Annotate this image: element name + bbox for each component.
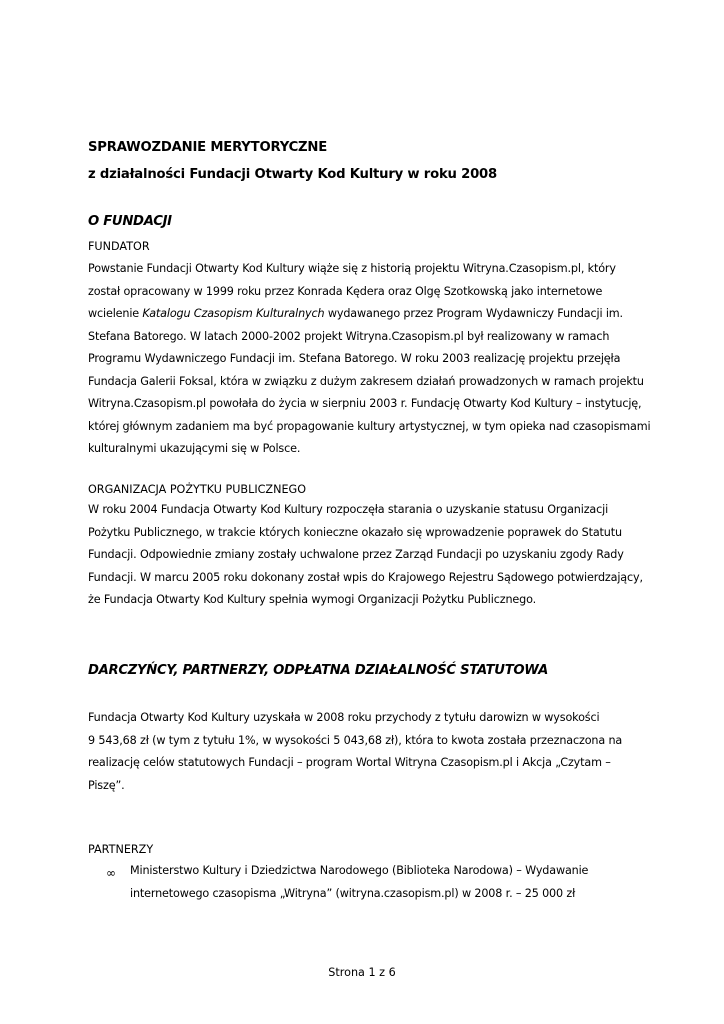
text-line: Stefana Batorego. W latach 2000-2002 projekt Witryna.Czasopism.pl był realizowany w ramach	[88, 329, 610, 343]
text-line: Witryna.Czasopism.pl powołała do życia w sierpniu 2003 r. Fundację Otwarty Kod Kultury – instytucję,	[88, 397, 642, 410]
text-line: Programu Wydawniczego Fundacji im. Stefana Batorego. W roku 2003 realizację projektu przejęła	[88, 352, 621, 365]
text-line: której głównym zadaniem ma być propagowanie kultury artystycznej, w tym opieka nad czasopismami	[88, 419, 651, 433]
text-line: został opracowany w 1999 roku przez Konrada Kędera oraz Olgę Szotkowską jako internetowe	[88, 284, 603, 298]
text-line: Fundacji. Odpowiednie zmiany zostały uchwalone przez Zarząd Fundacji po uzyskaniu zgody Rady	[88, 548, 624, 561]
text-line: Fundacja Galerii Foksal, która w związku z dużym zakresem działań prowadzonych w ramach projektu	[88, 374, 644, 388]
text-line: W roku 2004 Fundacja Otwarty Kod Kultury rozpoczęła starania o uzyskanie statusu Organizacji	[88, 503, 609, 516]
italic-catalog-title: Katalogu Czasopism Kulturalnych	[142, 307, 325, 320]
paragraph-opp	[88, 499, 648, 612]
text-fragment: wcielenie	[88, 307, 143, 320]
text-line: Fundacji. W marcu 2005 roku dokonany został wpis do Krajowego Rejestru Sądowego potwierdzający,	[88, 570, 643, 584]
label-fundator: FUNDATOR	[88, 240, 150, 253]
infinity-bullet-icon: ∞	[106, 866, 116, 880]
label-opp: ORGANIZACJA POŻYTKU PUBLICZNEGO	[88, 483, 307, 496]
text-line: Ministerstwo Kultury i Dziedzictwa Narodowego (Biblioteka Narodowa) – Wydawanie	[130, 864, 589, 877]
text-line: realizację celów statutowych Fundacji – program Wortal Witryna Czasopism.pl i Akcja „Czytam –	[88, 756, 611, 769]
section-heading-o-fundacji: O FUNDACJI	[88, 214, 172, 229]
label-partnerzy: PARTNERZY	[88, 843, 154, 856]
paragraph-darczyncy	[88, 707, 648, 797]
paragraph-fundator	[88, 258, 651, 461]
section-heading-darczyncy: DARCZYŃCY, PARTNERZY, ODPŁATNA DZIAŁALNOŚĆ STATUTOWA	[88, 663, 548, 678]
document-title: SPRAWOZDANIE MERYTORYCZNE	[88, 140, 328, 155]
list-item-partner	[130, 860, 650, 905]
text-line: kulturalnymi ukazującymi się w Polsce.	[88, 442, 301, 455]
text-line: internetowego czasopisma „Witryna” (witryna.czasopism.pl) w 2008 r. – 25 000 zł	[130, 886, 576, 900]
page-number: Strona 1 z 6	[328, 966, 396, 979]
text-fragment: wydawanego przez Program Wydawniczy Fundacji im.	[324, 307, 623, 320]
text-line	[88, 303, 648, 326]
text-line: że Fundacja Otwarty Kod Kultury spełnia wymogi Organizacji Pożytku Publicznego.	[88, 593, 536, 606]
text-line: Powstanie Fundacji Otwarty Kod Kultury wiąże się z historią projektu Witryna.Czasopism.pl, który	[88, 262, 616, 275]
text-line: Pożytku Publicznego, w trakcie których konieczne okazało się wprowadzenie poprawek do Statutu	[88, 525, 622, 539]
text-line: Piszę”.	[88, 778, 125, 792]
text-line: Fundacja Otwarty Kod Kultury uzyskała w 2008 roku przychody z tytułu darowizn w wysokości	[88, 711, 600, 724]
text-line: 9 543,68 zł (w tym z tytułu 1%, w wysokości 5 043,68 zł), która to kwota została przeznaczona na	[88, 733, 623, 747]
document-subtitle: z działalności Fundacji Otwarty Kod Kultury w roku 2008	[88, 167, 497, 182]
